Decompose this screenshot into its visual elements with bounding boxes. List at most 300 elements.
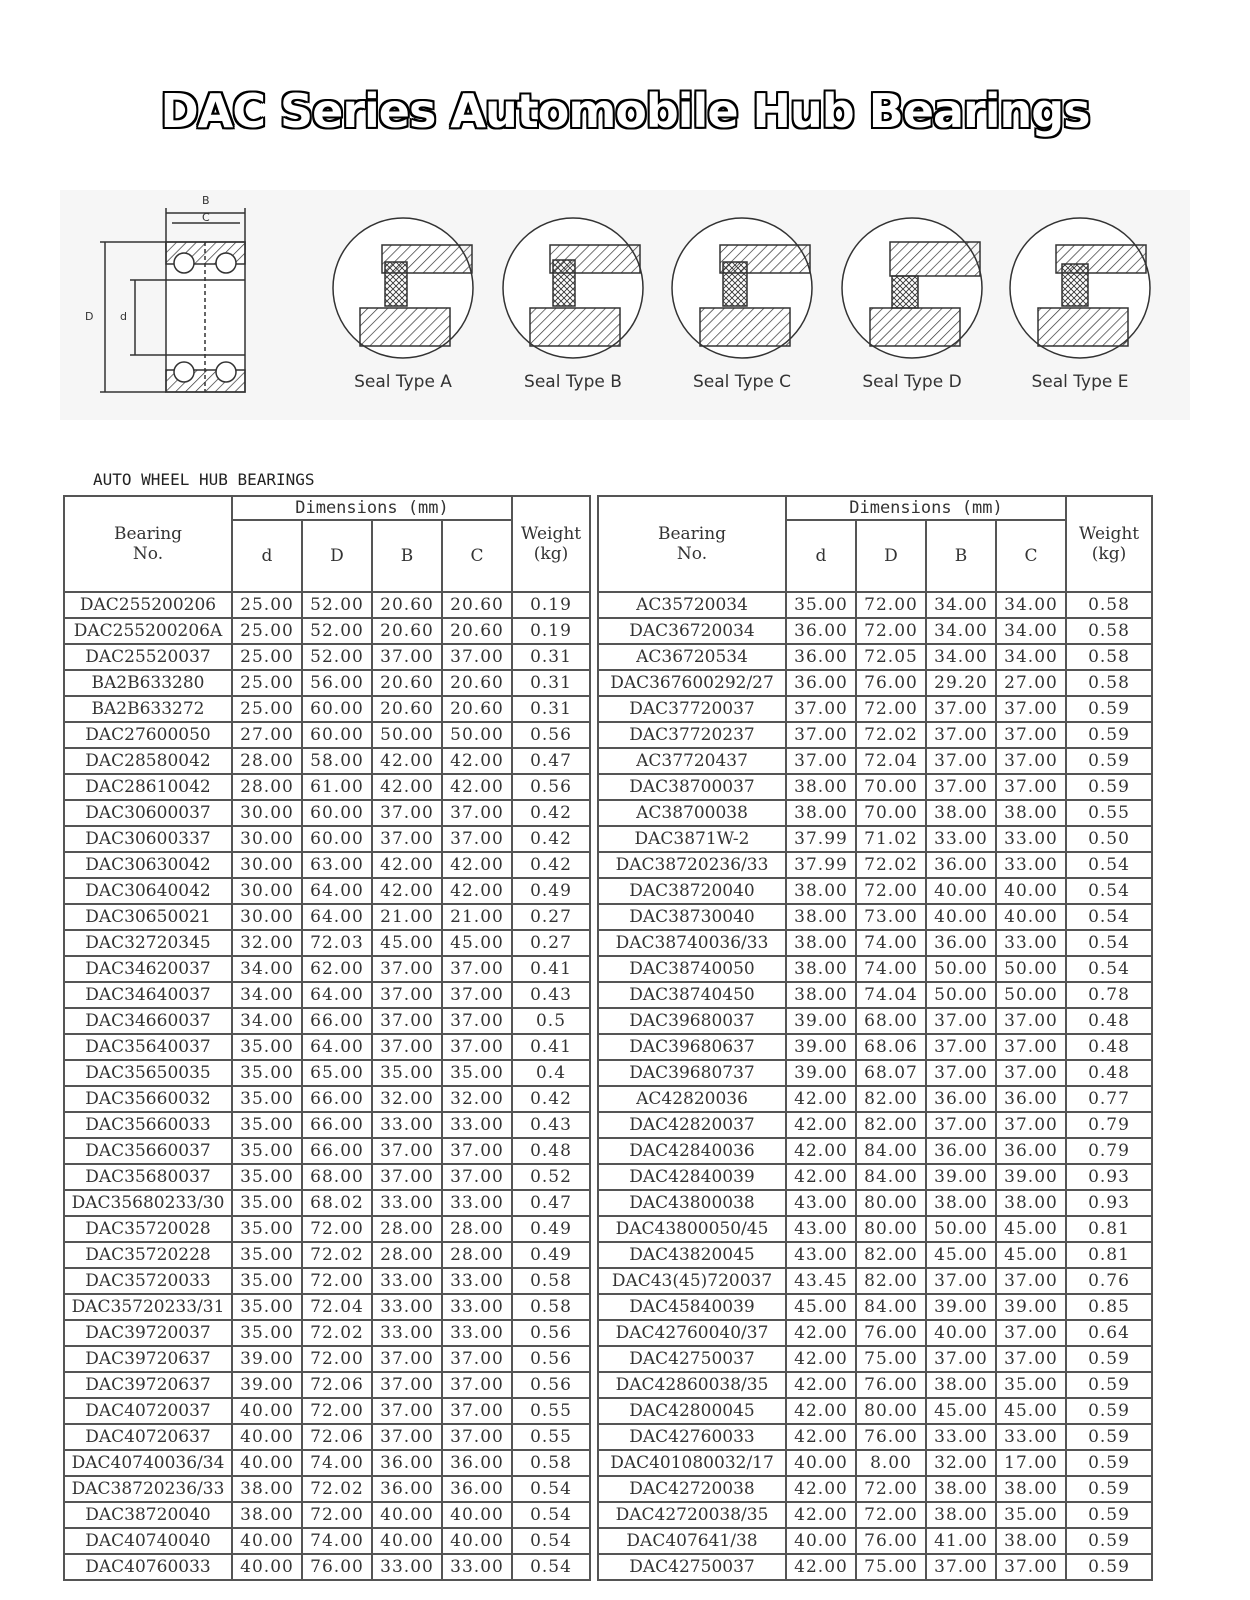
cell-D: 80.00	[856, 1190, 926, 1216]
cell-d: 38.00	[786, 800, 856, 826]
cell-bearing-no: DAC42800045	[598, 1398, 786, 1424]
page-title: DAC Series Automobile Hub Bearings	[160, 84, 1090, 138]
cell-D: 66.00	[302, 1086, 372, 1112]
cell-B: 37.00	[372, 1034, 442, 1060]
table-row	[598, 1008, 1152, 1034]
cell-C: 39.00	[996, 1164, 1066, 1190]
cell-B: 20.60	[372, 670, 442, 696]
cell-C: 35.00	[442, 1060, 512, 1086]
cell-C: 37.00	[996, 1112, 1066, 1138]
cell-B: 37.00	[926, 696, 996, 722]
cell-bearing-no: AC42820036	[598, 1086, 786, 1112]
cell-d: 30.00	[232, 800, 302, 826]
cell-bearing-no: DAC30640042	[64, 878, 232, 904]
cell-B: 37.00	[372, 982, 442, 1008]
cell-bearing-no: DAC36720034	[598, 618, 786, 644]
cell-C: 37.00	[996, 1346, 1066, 1372]
table-row	[598, 1060, 1152, 1086]
seal-a-drawing	[333, 218, 473, 358]
cell-d: 30.00	[232, 826, 302, 852]
cell-D: 60.00	[302, 826, 372, 852]
cell-C: 37.00	[442, 826, 512, 852]
table-row	[64, 1372, 590, 1398]
cell-B: 28.00	[372, 1242, 442, 1268]
cell-D: 76.00	[302, 1554, 372, 1580]
table-row	[64, 1034, 590, 1060]
cell-D: 76.00	[856, 1528, 926, 1554]
cell-weight: 0.59	[1066, 1398, 1152, 1424]
cell-weight: 0.59	[1066, 722, 1152, 748]
cell-d: 35.00	[232, 1216, 302, 1242]
bearings-table-left	[63, 495, 591, 1581]
cell-B: 37.00	[926, 748, 996, 774]
cell-D: 72.00	[856, 878, 926, 904]
table-row	[598, 904, 1152, 930]
cell-d: 38.00	[786, 930, 856, 956]
label-D: D	[85, 310, 94, 323]
cell-B: 39.00	[926, 1164, 996, 1190]
cell-d: 35.00	[232, 1138, 302, 1164]
cell-D: 72.00	[302, 1398, 372, 1424]
cell-B: 37.00	[372, 1372, 442, 1398]
cell-weight: 0.49	[512, 878, 590, 904]
cell-d: 35.00	[232, 1320, 302, 1346]
cell-d: 42.00	[786, 1112, 856, 1138]
cell-d: 36.00	[786, 618, 856, 644]
table-row	[64, 904, 590, 930]
cell-bearing-no: DAC35660037	[64, 1138, 232, 1164]
cell-bearing-no: DAC43800038	[598, 1190, 786, 1216]
cell-D: 68.07	[856, 1060, 926, 1086]
cell-d: 35.00	[232, 1034, 302, 1060]
cell-d: 30.00	[232, 852, 302, 878]
cell-d: 35.00	[232, 1294, 302, 1320]
cell-bearing-no: DAC38740450	[598, 982, 786, 1008]
cell-bearing-no: DAC255200206A	[64, 618, 232, 644]
table-row	[598, 930, 1152, 956]
cell-d: 37.00	[786, 722, 856, 748]
cell-bearing-no: DAC30600337	[64, 826, 232, 852]
cell-B: 40.00	[926, 904, 996, 930]
cell-weight: 0.58	[1066, 592, 1152, 618]
cell-C: 37.00	[442, 1138, 512, 1164]
cell-C: 50.00	[442, 722, 512, 748]
cell-C: 37.00	[442, 1034, 512, 1060]
cell-d: 43.00	[786, 1190, 856, 1216]
cell-D: 60.00	[302, 696, 372, 722]
cell-B: 40.00	[372, 1502, 442, 1528]
cell-weight: 0.56	[512, 1320, 590, 1346]
cell-D: 60.00	[302, 800, 372, 826]
cell-bearing-no: DAC35650035	[64, 1060, 232, 1086]
cell-d: 40.00	[232, 1450, 302, 1476]
header-C: C	[996, 520, 1066, 592]
cell-B: 37.00	[926, 1060, 996, 1086]
cell-D: 64.00	[302, 982, 372, 1008]
seal-c-drawing	[672, 218, 812, 358]
cell-D: 72.00	[302, 1268, 372, 1294]
cell-d: 37.99	[786, 826, 856, 852]
cell-weight: 0.79	[1066, 1138, 1152, 1164]
cell-D: 52.00	[302, 644, 372, 670]
cell-bearing-no: DAC37720037	[598, 696, 786, 722]
header-weight-line2: (kg)	[1091, 544, 1127, 564]
cell-D: 74.00	[302, 1450, 372, 1476]
cell-bearing-no: DAC39680637	[598, 1034, 786, 1060]
cell-C: 33.00	[442, 1554, 512, 1580]
cell-D: 72.00	[302, 1346, 372, 1372]
cell-bearing-no: DAC39680737	[598, 1060, 786, 1086]
cell-d: 25.00	[232, 670, 302, 696]
header-bearing-line1: Bearing	[657, 524, 727, 544]
seal-type-d-label: Seal Type D	[862, 372, 962, 392]
cell-C: 50.00	[996, 982, 1066, 1008]
cell-bearing-no: DAC38720236/33	[598, 852, 786, 878]
cell-weight: 0.59	[1066, 774, 1152, 800]
cell-weight: 0.49	[512, 1216, 590, 1242]
cell-D: 56.00	[302, 670, 372, 696]
cell-C: 42.00	[442, 852, 512, 878]
cell-weight: 0.31	[512, 644, 590, 670]
cell-B: 37.00	[372, 1346, 442, 1372]
cell-D: 52.00	[302, 618, 372, 644]
cell-B: 37.00	[372, 956, 442, 982]
cell-d: 35.00	[232, 1086, 302, 1112]
cell-D: 72.05	[856, 644, 926, 670]
cell-d: 34.00	[232, 982, 302, 1008]
cell-C: 33.00	[442, 1268, 512, 1294]
cell-D: 62.00	[302, 956, 372, 982]
cell-B: 20.60	[372, 618, 442, 644]
cell-d: 35.00	[232, 1242, 302, 1268]
cell-bearing-no: AC38700038	[598, 800, 786, 826]
cell-C: 42.00	[442, 878, 512, 904]
table-row	[598, 1112, 1152, 1138]
cell-C: 37.00	[442, 1372, 512, 1398]
cell-d: 42.00	[786, 1164, 856, 1190]
cell-weight: 0.59	[1066, 696, 1152, 722]
cell-bearing-no: DAC34660037	[64, 1008, 232, 1034]
cell-D: 76.00	[856, 670, 926, 696]
cell-D: 82.00	[856, 1086, 926, 1112]
cell-B: 37.00	[926, 722, 996, 748]
cell-d: 40.00	[786, 1450, 856, 1476]
table-row	[64, 1320, 590, 1346]
cell-d: 25.00	[232, 644, 302, 670]
cell-B: 37.00	[926, 1112, 996, 1138]
cell-weight: 0.54	[1066, 852, 1152, 878]
cell-bearing-no: DAC255200206	[64, 592, 232, 618]
cell-weight: 0.59	[1066, 1476, 1152, 1502]
cell-C: 37.00	[442, 982, 512, 1008]
cell-D: 66.00	[302, 1138, 372, 1164]
cell-B: 50.00	[926, 982, 996, 1008]
seal-b-drawing	[503, 218, 643, 358]
cell-D: 72.02	[856, 852, 926, 878]
cell-C: 21.00	[442, 904, 512, 930]
cell-C: 28.00	[442, 1242, 512, 1268]
cell-D: 82.00	[856, 1112, 926, 1138]
table-title: AUTO WHEEL HUB BEARINGS	[93, 470, 315, 489]
cell-weight: 0.31	[512, 696, 590, 722]
cell-bearing-no: DAC34640037	[64, 982, 232, 1008]
cell-bearing-no: DAC42840039	[598, 1164, 786, 1190]
cell-bearing-no: DAC39720037	[64, 1320, 232, 1346]
table-row	[598, 1086, 1152, 1112]
cell-weight: 0.41	[512, 1034, 590, 1060]
cell-C: 38.00	[996, 800, 1066, 826]
cell-C: 38.00	[996, 1476, 1066, 1502]
table-row	[598, 852, 1152, 878]
cell-bearing-no: DAC39680037	[598, 1008, 786, 1034]
cell-bearing-no: DAC35680037	[64, 1164, 232, 1190]
cell-weight: 0.48	[1066, 1008, 1152, 1034]
header-dimensions: Dimensions (mm)	[786, 496, 1066, 520]
cell-d: 40.00	[232, 1424, 302, 1450]
cell-B: 37.00	[372, 1138, 442, 1164]
cell-weight: 0.81	[1066, 1242, 1152, 1268]
seal-type-e-label: Seal Type E	[1031, 372, 1129, 392]
cell-B: 45.00	[372, 930, 442, 956]
cell-D: 74.00	[856, 956, 926, 982]
table-row	[64, 1424, 590, 1450]
cell-D: 72.00	[856, 592, 926, 618]
cell-d: 38.00	[786, 956, 856, 982]
header-weight	[512, 496, 590, 592]
cell-d: 37.00	[786, 696, 856, 722]
cell-B: 37.00	[372, 800, 442, 826]
cell-B: 36.00	[372, 1476, 442, 1502]
cell-d: 39.00	[786, 1060, 856, 1086]
cell-d: 42.00	[786, 1502, 856, 1528]
cell-B: 38.00	[926, 1476, 996, 1502]
cell-B: 34.00	[926, 644, 996, 670]
cell-C: 37.00	[996, 774, 1066, 800]
table-row	[64, 1476, 590, 1502]
cell-weight: 0.56	[512, 1372, 590, 1398]
cell-d: 27.00	[232, 722, 302, 748]
cell-B: 34.00	[926, 592, 996, 618]
cell-C: 33.00	[996, 852, 1066, 878]
cell-bearing-no: DAC28580042	[64, 748, 232, 774]
cell-C: 32.00	[442, 1086, 512, 1112]
cell-weight: 0.43	[512, 982, 590, 1008]
cell-C: 37.00	[996, 1268, 1066, 1294]
cell-B: 41.00	[926, 1528, 996, 1554]
cell-bearing-no: DAC42720038	[598, 1476, 786, 1502]
cell-C: 39.00	[996, 1294, 1066, 1320]
table-row	[64, 1060, 590, 1086]
cell-d: 34.00	[232, 956, 302, 982]
cell-D: 66.00	[302, 1112, 372, 1138]
cell-B: 39.00	[926, 1294, 996, 1320]
table-row	[64, 1346, 590, 1372]
cell-C: 45.00	[442, 930, 512, 956]
cell-d: 45.00	[786, 1294, 856, 1320]
cell-C: 20.60	[442, 696, 512, 722]
header-weight-line2: (kg)	[533, 544, 569, 564]
cell-C: 40.00	[996, 904, 1066, 930]
cell-bearing-no: DAC38700037	[598, 774, 786, 800]
cell-D: 72.04	[856, 748, 926, 774]
cell-B: 34.00	[926, 618, 996, 644]
cell-C: 35.00	[996, 1502, 1066, 1528]
cell-B: 42.00	[372, 878, 442, 904]
cell-D: 73.00	[856, 904, 926, 930]
cell-d: 36.00	[786, 670, 856, 696]
cell-C: 45.00	[996, 1216, 1066, 1242]
cell-bearing-no: DAC42860038/35	[598, 1372, 786, 1398]
cell-D: 72.06	[302, 1424, 372, 1450]
table-row	[598, 1528, 1152, 1554]
cell-C: 37.00	[996, 696, 1066, 722]
cell-B: 33.00	[372, 1268, 442, 1294]
cell-weight: 0.42	[512, 852, 590, 878]
cell-D: 66.00	[302, 1008, 372, 1034]
cell-D: 84.00	[856, 1164, 926, 1190]
cell-d: 39.00	[232, 1346, 302, 1372]
cell-weight: 0.31	[512, 670, 590, 696]
cell-bearing-no: DAC38720236/33	[64, 1476, 232, 1502]
cell-d: 28.00	[232, 748, 302, 774]
cell-d: 32.00	[232, 930, 302, 956]
cell-d: 30.00	[232, 904, 302, 930]
table-row	[64, 852, 590, 878]
cell-B: 50.00	[926, 1216, 996, 1242]
cell-bearing-no: DAC30630042	[64, 852, 232, 878]
table-row	[598, 1398, 1152, 1424]
table-row	[64, 1294, 590, 1320]
cell-B: 37.00	[372, 1008, 442, 1034]
table-row	[64, 1008, 590, 1034]
cell-D: 82.00	[856, 1242, 926, 1268]
cell-weight: 0.42	[512, 800, 590, 826]
cell-weight: 0.58	[512, 1268, 590, 1294]
cell-weight: 0.54	[512, 1476, 590, 1502]
cell-C: 37.00	[996, 1034, 1066, 1060]
cell-D: 72.02	[302, 1242, 372, 1268]
cell-D: 72.03	[302, 930, 372, 956]
cell-bearing-no: DAC35720033	[64, 1268, 232, 1294]
table-row	[598, 748, 1152, 774]
cell-C: 36.00	[996, 1086, 1066, 1112]
cell-bearing-no: BA2B633272	[64, 696, 232, 722]
cell-bearing-no: DAC40740040	[64, 1528, 232, 1554]
cell-d: 37.99	[786, 852, 856, 878]
cell-bearing-no: DAC43(45)720037	[598, 1268, 786, 1294]
cell-D: 63.00	[302, 852, 372, 878]
cell-B: 32.00	[372, 1086, 442, 1112]
cell-D: 72.06	[302, 1372, 372, 1398]
header-d-small: d	[232, 520, 302, 592]
cell-C: 33.00	[442, 1294, 512, 1320]
table-row	[598, 1476, 1152, 1502]
cell-bearing-no: DAC38740036/33	[598, 930, 786, 956]
cell-d: 39.00	[786, 1008, 856, 1034]
cell-bearing-no: DAC35660033	[64, 1112, 232, 1138]
cell-weight: 0.59	[1066, 1372, 1152, 1398]
cell-weight: 0.54	[1066, 904, 1152, 930]
cell-C: 37.00	[442, 1398, 512, 1424]
cell-weight: 0.81	[1066, 1216, 1152, 1242]
table-row	[64, 956, 590, 982]
cell-C: 40.00	[442, 1502, 512, 1528]
cell-C: 20.60	[442, 670, 512, 696]
cell-d: 38.00	[232, 1476, 302, 1502]
cell-weight: 0.48	[512, 1138, 590, 1164]
cell-C: 34.00	[996, 592, 1066, 618]
cell-D: 72.02	[302, 1476, 372, 1502]
cell-B: 37.00	[926, 1346, 996, 1372]
table-row	[64, 644, 590, 670]
header-weight-line1: Weight	[520, 524, 582, 544]
table-row	[64, 748, 590, 774]
header-bearing-line2: No.	[676, 544, 708, 564]
cell-C: 40.00	[996, 878, 1066, 904]
cell-d: 35.00	[232, 1060, 302, 1086]
cell-weight: 0.93	[1066, 1190, 1152, 1216]
cell-bearing-no: DAC35720028	[64, 1216, 232, 1242]
cell-bearing-no: DAC3871W-2	[598, 826, 786, 852]
cell-D: 68.00	[302, 1164, 372, 1190]
table-row	[64, 1216, 590, 1242]
table-row	[64, 800, 590, 826]
table-row	[64, 1398, 590, 1424]
cell-weight: 0.54	[512, 1502, 590, 1528]
cell-B: 32.00	[926, 1450, 996, 1476]
cell-D: 74.00	[302, 1528, 372, 1554]
header-bearing-line1: Bearing	[113, 524, 183, 544]
cell-d: 25.00	[232, 592, 302, 618]
cell-C: 37.00	[442, 1424, 512, 1450]
table-row	[598, 1320, 1152, 1346]
cell-weight: 0.27	[512, 930, 590, 956]
table-row	[598, 800, 1152, 826]
cell-d: 38.00	[786, 904, 856, 930]
table-row	[598, 618, 1152, 644]
cell-B: 42.00	[372, 748, 442, 774]
cell-D: 72.00	[856, 696, 926, 722]
cell-d: 43.00	[786, 1216, 856, 1242]
cell-bearing-no: DAC35640037	[64, 1034, 232, 1060]
cell-B: 36.00	[926, 930, 996, 956]
cell-B: 37.00	[372, 1424, 442, 1450]
cell-B: 21.00	[372, 904, 442, 930]
cell-d: 42.00	[786, 1138, 856, 1164]
table-row	[598, 592, 1152, 618]
table-row	[598, 1372, 1152, 1398]
cell-D: 60.00	[302, 722, 372, 748]
cell-B: 38.00	[926, 1502, 996, 1528]
cell-B: 37.00	[372, 1164, 442, 1190]
table-row	[598, 1450, 1152, 1476]
cell-B: 37.00	[372, 644, 442, 670]
cell-d: 35.00	[232, 1164, 302, 1190]
cell-weight: 0.59	[1066, 1528, 1152, 1554]
cell-bearing-no: AC37720437	[598, 748, 786, 774]
cell-bearing-no: DAC43800050/45	[598, 1216, 786, 1242]
cell-B: 37.00	[372, 826, 442, 852]
cell-C: 27.00	[996, 670, 1066, 696]
cell-C: 38.00	[996, 1190, 1066, 1216]
cell-B: 29.20	[926, 670, 996, 696]
cell-B: 33.00	[372, 1554, 442, 1580]
cell-weight: 0.77	[1066, 1086, 1152, 1112]
cell-C: 33.00	[442, 1190, 512, 1216]
cell-bearing-no: DAC35720228	[64, 1242, 232, 1268]
cell-B: 40.00	[926, 1320, 996, 1346]
cell-C: 37.00	[996, 748, 1066, 774]
